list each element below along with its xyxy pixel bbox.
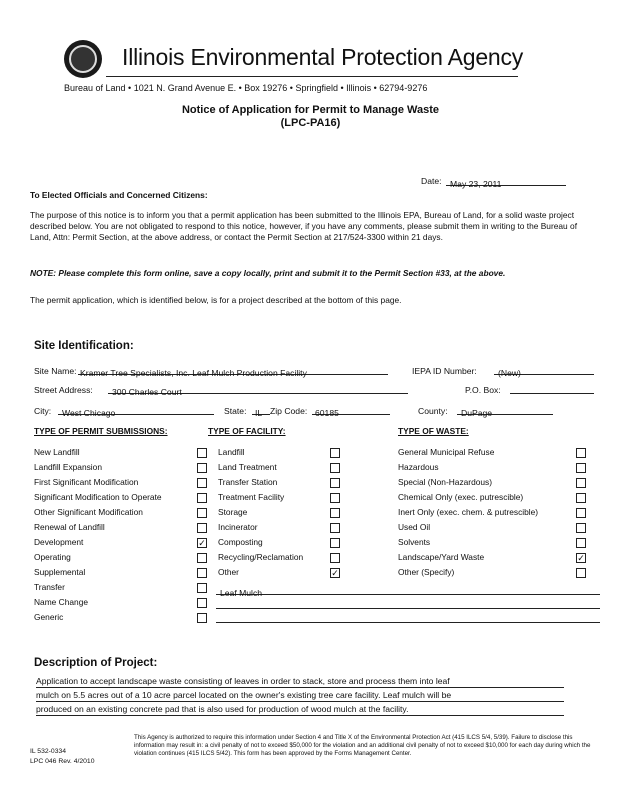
site-name-field[interactable] xyxy=(78,363,388,378)
intro-paragraph: The purpose of this notice is to inform you that a permit application has been submitted to the Illinois EPA, Bureau of Land, for a solid waste project described below. You are not obligated to respond to this notice, however, if you have any comments, please submit them in writing to the Bureau of Land, Attn: Permit Section, at the above address, or contact the Permit Section at 217/524-3300 within 21 days. xyxy=(30,210,578,242)
state-field[interactable] xyxy=(252,403,270,418)
permit-types-label: Transfer xyxy=(34,582,65,592)
permit-types-label: Name Change xyxy=(34,597,89,607)
waste-types-label: Inert Only (exec. chem. & putrescible) xyxy=(398,507,539,517)
permit-types-checkbox[interactable] xyxy=(197,583,207,593)
city-field[interactable] xyxy=(58,403,214,418)
permit-types-label: Operating xyxy=(34,552,71,562)
waste-types-label: General Municipal Refuse xyxy=(398,447,495,457)
permit-types-heading: TYPE OF PERMIT SUBMISSIONS: xyxy=(34,426,168,436)
city-label: City: xyxy=(34,406,52,416)
county-label: County: xyxy=(418,406,448,416)
facility-other-field[interactable] xyxy=(216,583,600,598)
waste-types-checkbox[interactable] xyxy=(576,493,586,503)
check-mark-icon: ✓ xyxy=(331,568,339,578)
waste-types-checkbox[interactable] xyxy=(576,568,586,578)
permit-types-checkbox[interactable] xyxy=(197,478,207,488)
waste-types-label: Special (Non-Hazardous) xyxy=(398,477,493,487)
waste-types-checkbox[interactable] xyxy=(576,538,586,548)
date-label: Date: xyxy=(421,176,442,186)
agency-seal-icon xyxy=(64,40,102,78)
permit-types-checkbox[interactable] xyxy=(197,568,207,578)
facility-other-line-3 xyxy=(216,622,600,623)
waste-types-checkbox[interactable] xyxy=(576,508,586,518)
permit-types-label: Development xyxy=(34,537,84,547)
waste-types-checkbox[interactable] xyxy=(576,523,586,533)
waste-types-label: Used Oil xyxy=(398,522,431,532)
iepa-id-value: (New) xyxy=(498,368,521,378)
permit-types-checkbox[interactable] xyxy=(197,508,207,518)
permit-types-label: New Landfill xyxy=(34,447,80,457)
date-value: May 23, 2011 xyxy=(450,179,502,189)
facility-types-label: Land Treatment xyxy=(218,462,277,472)
facility-types-checkbox[interactable] xyxy=(330,463,340,473)
site-name-value: Kramer Tree Specialists, Inc. Leaf Mulch Production Facility xyxy=(80,368,307,378)
agency-address: Bureau of Land • 1021 N. Grand Avenue E. • Box 19276 • Springfield • Illinois • 62794-9276 xyxy=(64,83,428,93)
zip-code-field[interactable] xyxy=(312,403,390,418)
zip-code-value: 60185 xyxy=(315,408,339,418)
check-mark-icon: ✓ xyxy=(198,538,206,548)
permit-types-label: Supplemental xyxy=(34,567,86,577)
facility-types-label: Landfill xyxy=(218,447,245,457)
agency-name: Illinois Environmental Protection Agency xyxy=(122,44,524,70)
county-value: DuPage xyxy=(461,408,493,418)
legal-disclaimer: This Agency is authorized to require this information under Section 4 and Title X of the Environmental Protection Act (415 ILCS 5/4, 5/39). Failure to disclose this information may result in: a civil penalty of not to exceed $50,000 for the violation and an additional civil penalty of not to exceed $10,000 for each day during which the violation continues (415 ILCS 5/42). This form has been approved by the Forms Management Center. xyxy=(134,734,591,757)
facility-types-heading: TYPE OF FACILITY: xyxy=(208,426,286,436)
description-heading: Description of Project: xyxy=(34,657,158,669)
permit-types-label: First Significant Modification xyxy=(34,477,139,487)
form-revision: LPC 046 Rev. 4/2010 xyxy=(30,758,95,765)
waste-types-checkbox[interactable] xyxy=(576,478,586,488)
facility-types-checkbox[interactable] xyxy=(330,493,340,503)
street-address-field[interactable] xyxy=(108,382,408,397)
permit-types-checkbox[interactable] xyxy=(197,598,207,608)
identified-text: The permit application, which is identified below, is for a project described at the bottom of this page. xyxy=(30,295,402,305)
county-field[interactable] xyxy=(457,403,553,418)
note-text: NOTE: Please complete this form online, save a copy locally, print and submit it to the Permit Section #33, at the above. xyxy=(30,268,506,278)
waste-types-label: Hazardous xyxy=(398,462,439,472)
facility-types-label: Composting xyxy=(218,537,263,547)
header-rule xyxy=(106,76,518,77)
state-label: State: xyxy=(224,406,247,416)
facility-types-checkbox[interactable] xyxy=(330,508,340,518)
permit-types-checkbox[interactable] xyxy=(197,538,207,548)
facility-types-checkbox[interactable] xyxy=(330,523,340,533)
po-box-label: P.O. Box: xyxy=(465,385,501,395)
form-title: Notice of Application for Permit to Manage Waste xyxy=(181,104,440,116)
iepa-id-label: IEPA ID Number: xyxy=(412,366,477,376)
waste-types-label: Other (Specify) xyxy=(398,567,455,577)
facility-types-label: Recycling/Reclamation xyxy=(218,552,304,562)
facility-types-label: Transfer Station xyxy=(218,477,278,487)
permit-types-checkbox[interactable] xyxy=(197,448,207,458)
state-value: IL xyxy=(255,408,263,418)
waste-types-label: Landscape/Yard Waste xyxy=(398,552,485,562)
facility-types-label: Treatment Facility xyxy=(218,492,285,502)
permit-types-checkbox[interactable] xyxy=(197,523,207,533)
form-code: (LPC-PA16) xyxy=(280,117,341,129)
facility-types-label: Incinerator xyxy=(218,522,258,532)
description-line-2[interactable]: mulch on 5.5 acres out of a 10 acre parcel located on the owner's existing tree care facility. Leaf mulch will be xyxy=(36,690,564,702)
iepa-id-field[interactable] xyxy=(494,363,594,378)
street-address-label: Street Address: xyxy=(34,385,93,395)
facility-other-value: Leaf Mulch xyxy=(220,588,263,598)
site-identification-heading: Site Identification: xyxy=(34,340,134,352)
form-number: IL 532-0334 xyxy=(30,748,67,755)
po-box-field[interactable] xyxy=(510,382,594,394)
permit-types-checkbox[interactable] xyxy=(197,613,207,623)
waste-types-label: Solvents xyxy=(398,537,431,547)
salutation: To Elected Officials and Concerned Citizens: xyxy=(30,190,208,200)
permit-types-label: Other Significant Modification xyxy=(34,507,143,517)
facility-types-checkbox[interactable] xyxy=(330,538,340,548)
waste-types-label: Chemical Only (exec. putrescible) xyxy=(398,492,524,502)
check-mark-icon: ✓ xyxy=(577,553,585,563)
description-line-3[interactable]: produced on an existing concrete pad that is also used for production of wood mulch at the facility. xyxy=(36,704,564,716)
street-address-value: 300 Charles Court xyxy=(112,387,182,397)
permit-types-checkbox[interactable] xyxy=(197,463,207,473)
facility-other-line-2 xyxy=(216,608,600,609)
permit-types-label: Renewal of Landfill xyxy=(34,522,105,532)
permit-types-checkbox[interactable] xyxy=(197,493,207,503)
permit-types-label: Significant Modification to Operate xyxy=(34,492,162,502)
facility-types-label: Other xyxy=(218,567,239,577)
date-field[interactable] xyxy=(446,174,566,189)
facility-types-checkbox[interactable] xyxy=(330,448,340,458)
permit-types-label: Generic xyxy=(34,612,64,622)
site-name-label: Site Name: xyxy=(34,366,77,376)
description-line-1[interactable]: Application to accept landscape waste consisting of leaves in order to stack, store and process them into leaf xyxy=(36,676,564,688)
waste-types-heading: TYPE OF WASTE: xyxy=(398,426,469,436)
facility-types-checkbox[interactable] xyxy=(330,553,340,563)
facility-types-checkbox[interactable] xyxy=(330,478,340,488)
permit-types-label: Landfill Expansion xyxy=(34,462,102,472)
waste-types-checkbox[interactable] xyxy=(576,448,586,458)
waste-types-checkbox[interactable] xyxy=(576,463,586,473)
facility-types-checkbox[interactable] xyxy=(330,568,340,578)
zip-code-label: Zip Code: xyxy=(270,406,308,416)
waste-types-checkbox[interactable] xyxy=(576,553,586,563)
city-value: West Chicago xyxy=(62,408,116,418)
permit-types-checkbox[interactable] xyxy=(197,553,207,563)
facility-types-label: Storage xyxy=(218,507,248,517)
